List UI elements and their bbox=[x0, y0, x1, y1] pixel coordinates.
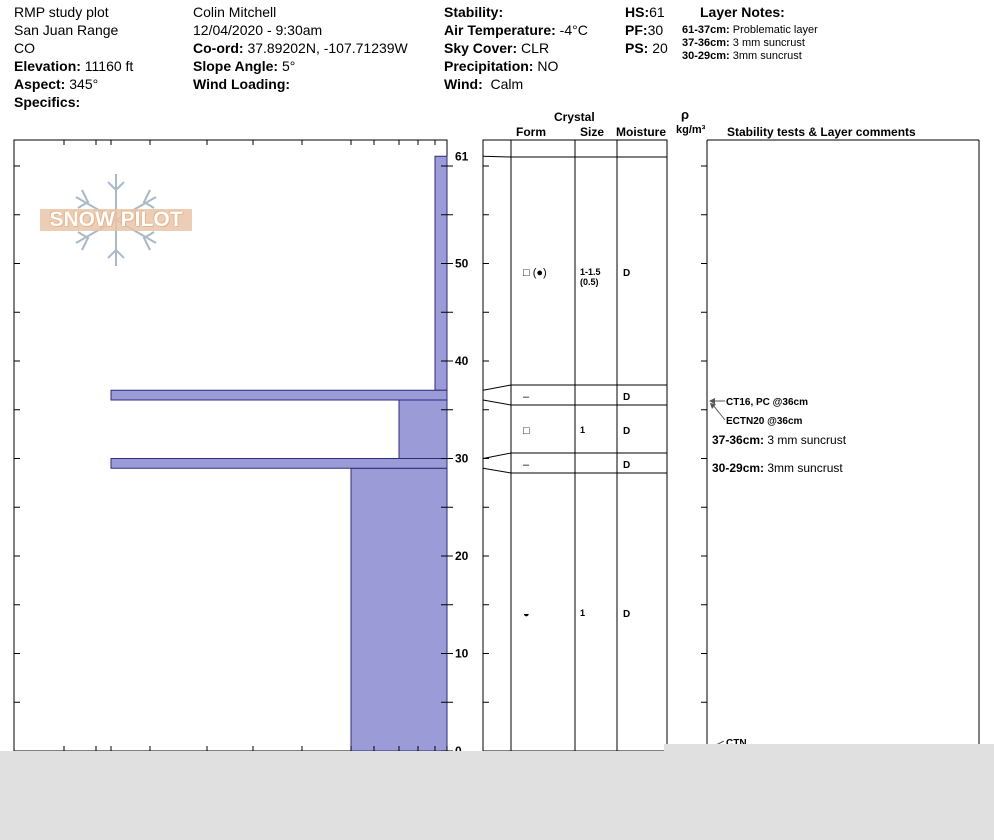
wind-value: Calm bbox=[490, 76, 524, 92]
moisture-code: D bbox=[623, 268, 631, 279]
grain-form-symbol: – bbox=[523, 391, 530, 403]
coord-label: Co-ord: bbox=[193, 40, 244, 56]
size-header: Size bbox=[580, 125, 605, 139]
sky-label: Sky Cover: bbox=[444, 40, 518, 56]
stability-label: Stability: bbox=[444, 4, 504, 20]
height-tick-label: 61 bbox=[455, 149, 469, 164]
stability-test-label: ECTN20 @36cm bbox=[726, 416, 803, 427]
grain-form-symbol: □ bbox=[523, 425, 530, 437]
moisture-code: D bbox=[623, 460, 631, 471]
hardness-bar bbox=[399, 400, 447, 459]
layer-note-range: 61-37cm: bbox=[682, 24, 730, 36]
moisture-code: D bbox=[623, 426, 631, 437]
form-header: Form bbox=[516, 125, 546, 139]
pf-label: PF: bbox=[625, 22, 648, 38]
grain-size: 1 bbox=[580, 608, 586, 618]
layer-comment-range: 30-29cm: bbox=[712, 461, 765, 475]
slope-label: Slope Angle: bbox=[193, 58, 279, 74]
specifics-label: Specifics: bbox=[14, 94, 81, 110]
aspect-label: Aspect: bbox=[14, 76, 66, 92]
precip-label: Precipitation: bbox=[444, 58, 534, 74]
aspect-value: 345° bbox=[69, 76, 99, 92]
hardness-bar bbox=[111, 459, 447, 469]
crystal-header: Crystal bbox=[554, 110, 595, 124]
bottom-panel bbox=[0, 751, 994, 840]
test-arrow bbox=[713, 405, 725, 420]
moisture-code: D bbox=[623, 392, 631, 403]
moisture-code: D bbox=[623, 609, 631, 620]
pf-value: 30 bbox=[647, 22, 664, 38]
density-unit-header: kg/m³ bbox=[676, 124, 706, 136]
layer-notes-title: Layer Notes: bbox=[700, 4, 785, 20]
layer-comment bbox=[712, 433, 847, 447]
layer-comment bbox=[712, 461, 843, 475]
logo-wordmark: SNOW PILOT bbox=[40, 209, 192, 231]
range-name: San Juan Range bbox=[14, 22, 119, 38]
height-tick-label: 50 bbox=[455, 256, 469, 271]
height-tick-label: 20 bbox=[455, 549, 469, 563]
air-temp-value: -4°C bbox=[559, 22, 588, 38]
observation-datetime: 12/04/2020 - 9:30am bbox=[193, 22, 323, 38]
wind-loading-label: Wind Loading: bbox=[193, 76, 291, 92]
elevation-value: 11160 ft bbox=[84, 58, 134, 74]
height-tick-label: 30 bbox=[455, 451, 469, 466]
height-tick-label: 40 bbox=[455, 354, 469, 368]
layer-comment-text: 3mm suncrust bbox=[764, 461, 843, 475]
comments-header: Stability tests & Layer comments bbox=[727, 125, 916, 139]
precip-value: NO bbox=[537, 58, 559, 74]
hardness-bar bbox=[351, 468, 447, 751]
moisture-header: Moisture bbox=[616, 125, 667, 139]
layer-note-text: 3 mm suncrust bbox=[732, 37, 805, 49]
grain-form-symbol: ◒ bbox=[523, 608, 530, 620]
state-name: CO bbox=[14, 40, 35, 56]
ps-value: 20 bbox=[652, 40, 668, 56]
grain-size: 1 bbox=[580, 425, 586, 435]
layer-note-range: 30-29cm: bbox=[682, 50, 730, 62]
ps-label: PS: bbox=[625, 40, 649, 56]
layer-note-text: Problematic layer bbox=[732, 24, 818, 36]
bottom-panel-overlap bbox=[664, 744, 994, 754]
layer-comment-range: 37-36cm: bbox=[712, 433, 765, 447]
slope-value: 5° bbox=[281, 58, 296, 74]
coord-value: 37.89202N, -107.71239W bbox=[247, 40, 408, 56]
wind-label: Wind: bbox=[444, 76, 483, 92]
grain-size: 1-1.5 bbox=[580, 267, 601, 277]
hs-label: HS: bbox=[625, 4, 650, 20]
observer-name: Colin Mitchell bbox=[193, 4, 277, 20]
grain-size-sub: (0.5) bbox=[580, 277, 599, 287]
height-tick-label: 10 bbox=[455, 646, 469, 661]
stability-test-label: CT16, PC @36cm bbox=[726, 397, 809, 408]
hardness-bar bbox=[111, 390, 447, 400]
layer-comment-text: 3 mm suncrust bbox=[764, 433, 847, 447]
layer-note-text: 3mm suncrust bbox=[732, 50, 802, 62]
elevation-label: Elevation: bbox=[14, 58, 81, 74]
grain-form-symbol: – bbox=[523, 459, 530, 471]
test-arrowhead bbox=[709, 398, 715, 404]
layer-note-range: 37-36cm: bbox=[682, 37, 730, 49]
sky-value: CLR bbox=[521, 40, 550, 56]
site-name: RMP study plot bbox=[14, 4, 109, 20]
air-temp-label: Air Temperature: bbox=[444, 22, 556, 38]
grain-form-symbol: □ (●) bbox=[523, 267, 547, 279]
density-rho-header: ρ bbox=[681, 107, 690, 122]
hs-value: 61 bbox=[649, 4, 665, 20]
hardness-bar bbox=[435, 156, 447, 390]
